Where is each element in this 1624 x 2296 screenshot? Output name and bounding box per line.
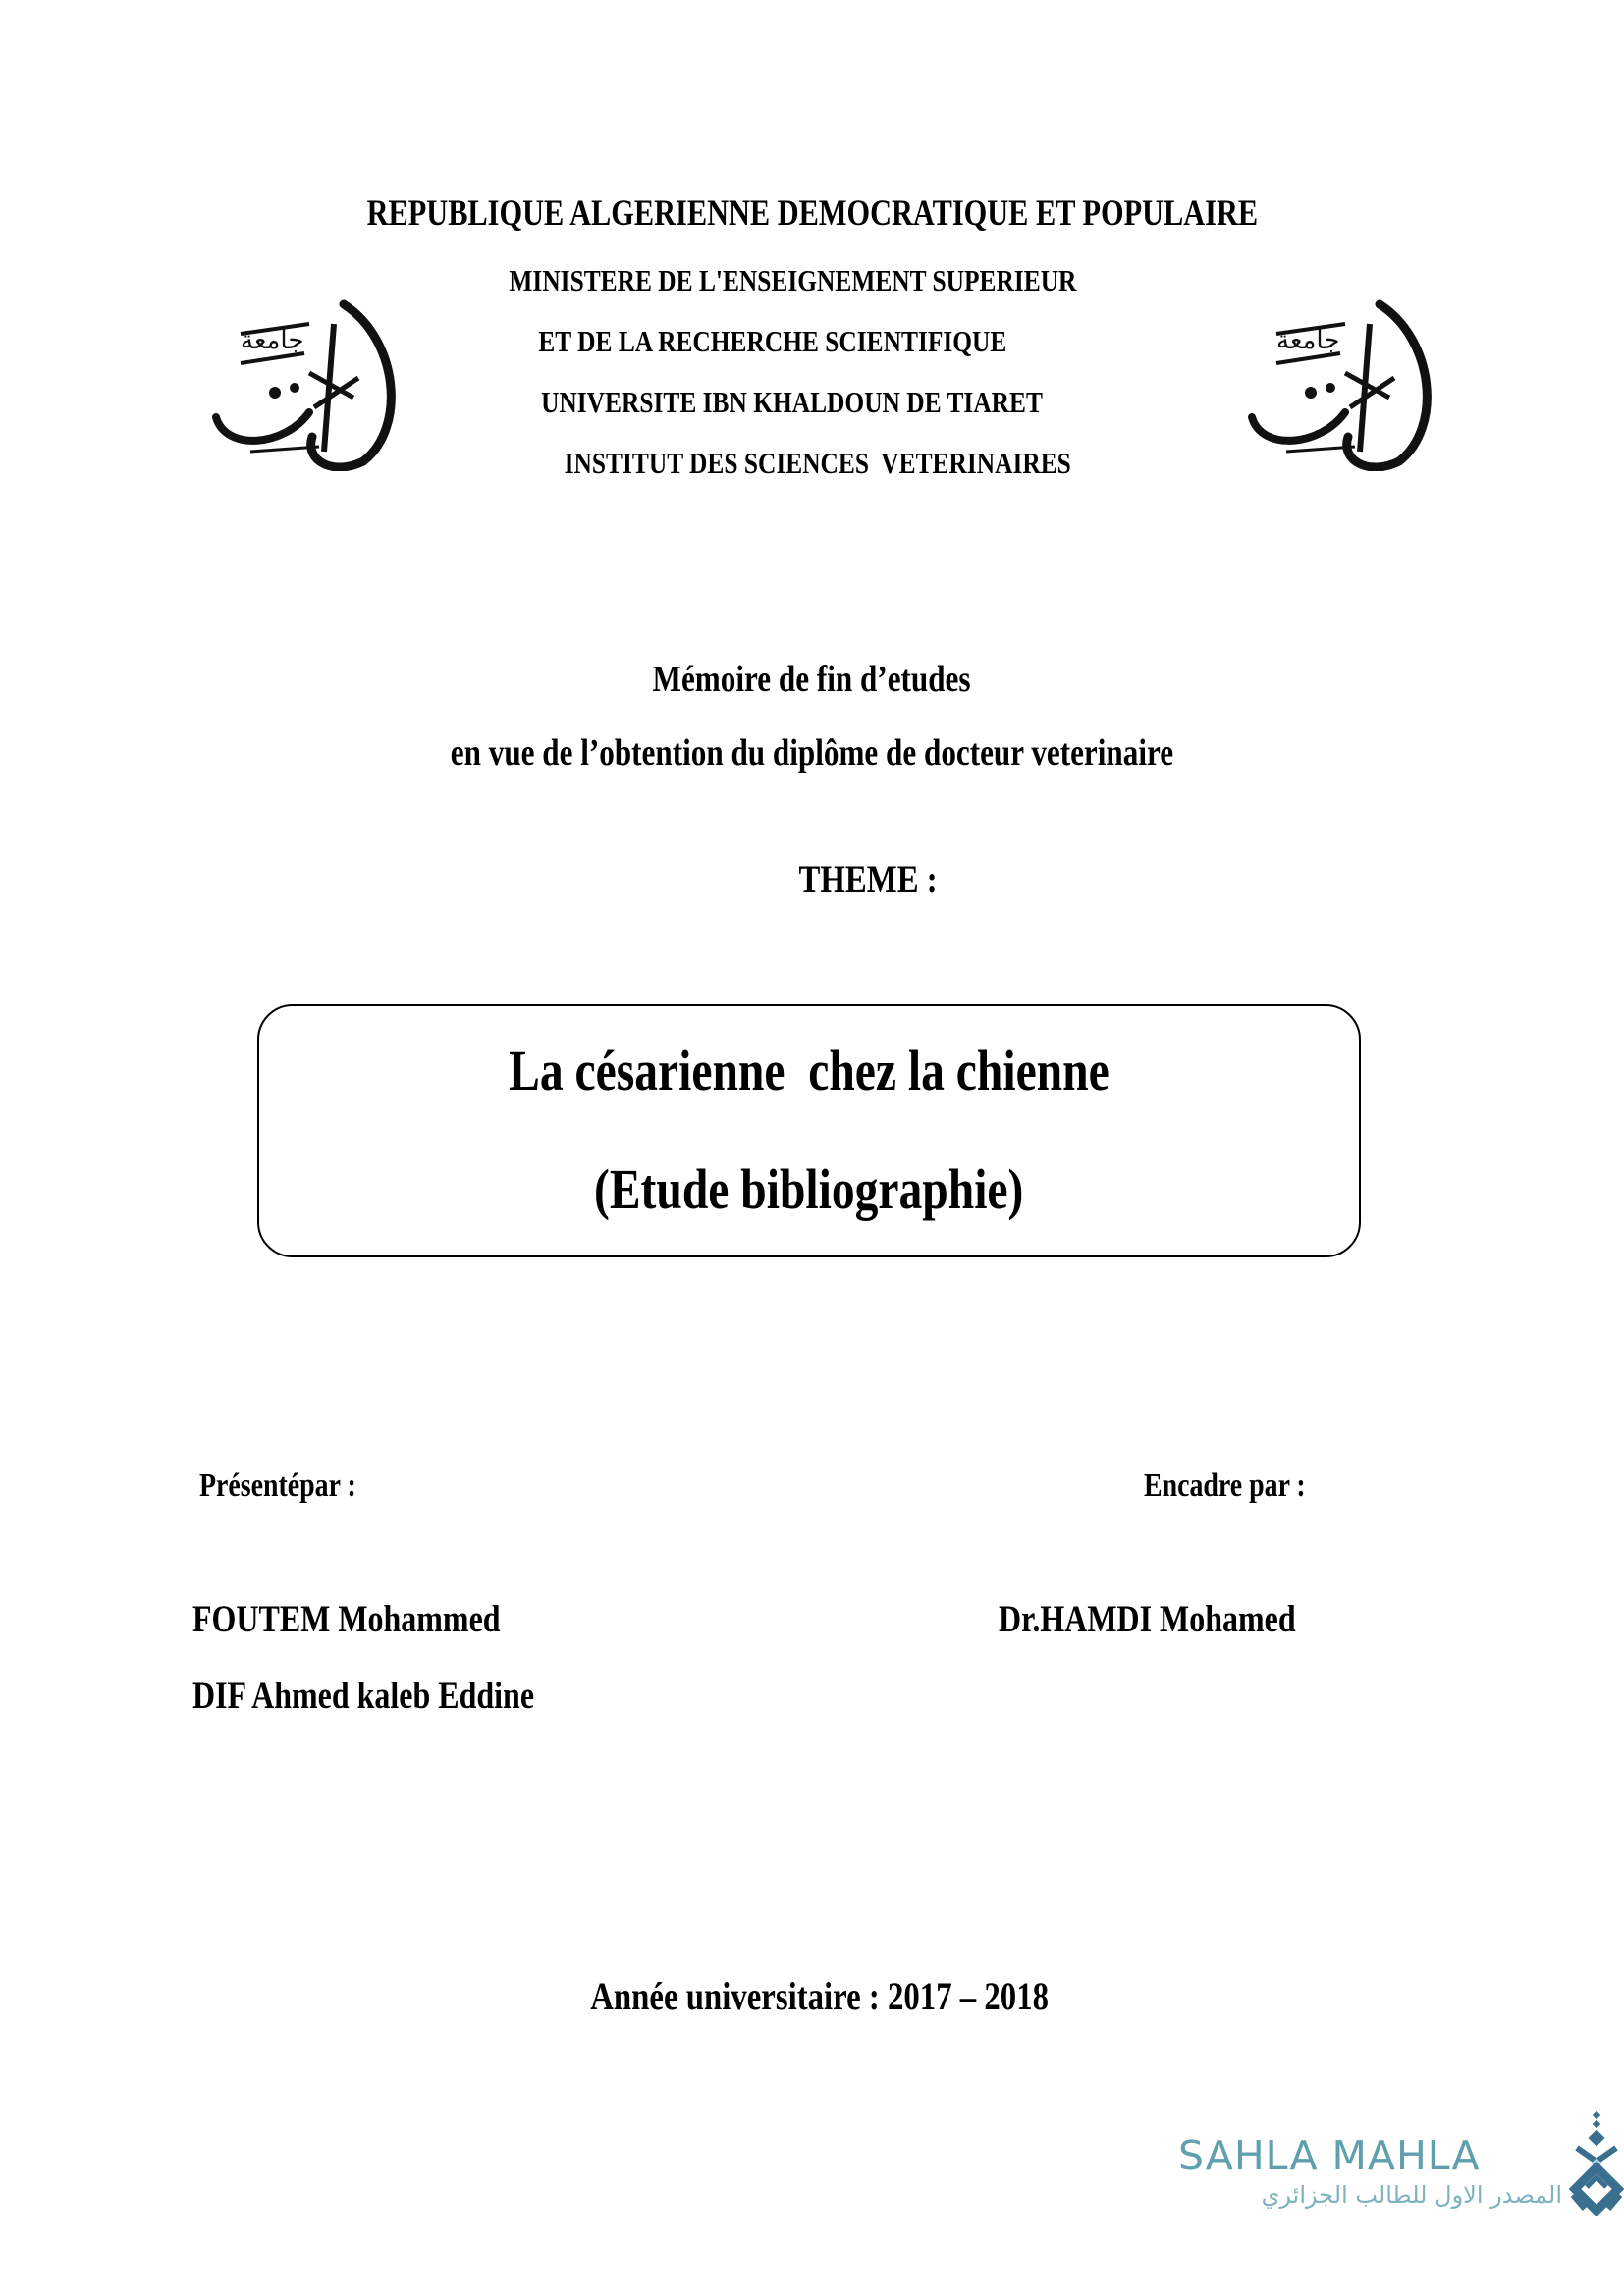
presented-by-label-text: Présentépar : <box>199 1468 356 1504</box>
thesis-title-text: La césarienne chez la chienne <box>509 1039 1110 1102</box>
svg-text:جامعة: جامعة <box>241 326 304 355</box>
student-name <box>192 1597 568 1641</box>
student-name <box>192 1674 609 1718</box>
sahla-mahla-watermark <box>1178 2110 1620 2218</box>
supervised-by-label <box>1144 1468 1341 1505</box>
theme-label-text: THEME : <box>798 857 939 901</box>
university-logo-left-icon <box>196 280 403 471</box>
theme-label <box>0 856 1624 902</box>
country-heading-text: REPUBLIQUE ALGERIENNE DEMOCRATIQUE ET POPULAIRE <box>366 193 1258 234</box>
supervisor-name <box>999 1597 1361 1641</box>
watermark-tagline: المصدر الاول للطالب الجزائري <box>1261 2181 1562 2209</box>
thesis-subtitle <box>259 1156 1359 1222</box>
student-name-text: FOUTEM Mohammed <box>192 1598 501 1640</box>
diploma-purpose-text: en vue de l’obtention du diplôme de docteur veterinaire <box>450 732 1174 774</box>
memoire-heading-text: Mémoire de fin d’etudes <box>653 659 971 700</box>
student-name-text: DIF Ahmed kaleb Eddine <box>192 1675 535 1717</box>
thesis-subtitle-text: (Etude bibliographie) <box>594 1157 1024 1221</box>
supervisor-name-text: Dr.HAMDI Mohamed <box>999 1598 1296 1640</box>
academic-year <box>0 1973 1624 2019</box>
institute-name-text: INSTITUT DES SCIENCES VETERINAIRES <box>564 446 1072 480</box>
country-heading <box>0 192 1624 235</box>
diploma-purpose <box>0 731 1624 774</box>
ministry-line-1-text: MINISTERE DE L'ENSEIGNEMENT SUPERIEUR <box>509 263 1076 297</box>
ministry-line-2-text: ET DE LA RECHERCHE SCIENTIFIQUE <box>538 324 1007 358</box>
presented-by-label <box>199 1468 391 1505</box>
university-logo-right-icon <box>1232 280 1438 471</box>
memoire-heading <box>0 658 1624 701</box>
supervised-by-label-text: Encadre par : <box>1144 1468 1306 1504</box>
svg-text:جامعة: جامعة <box>1276 326 1340 355</box>
thesis-title <box>259 1038 1359 1103</box>
title-box <box>257 1004 1361 1257</box>
sahla-mahla-logo-icon <box>1569 2110 1624 2218</box>
watermark-brand: SAHLA MAHLA <box>1178 2132 1481 2179</box>
university-name-text: UNIVERSITE IBN KHALDOUN DE TIARET <box>541 385 1044 419</box>
academic-year-text: Année universitaire : 2017 – 2018 <box>590 1974 1049 2018</box>
